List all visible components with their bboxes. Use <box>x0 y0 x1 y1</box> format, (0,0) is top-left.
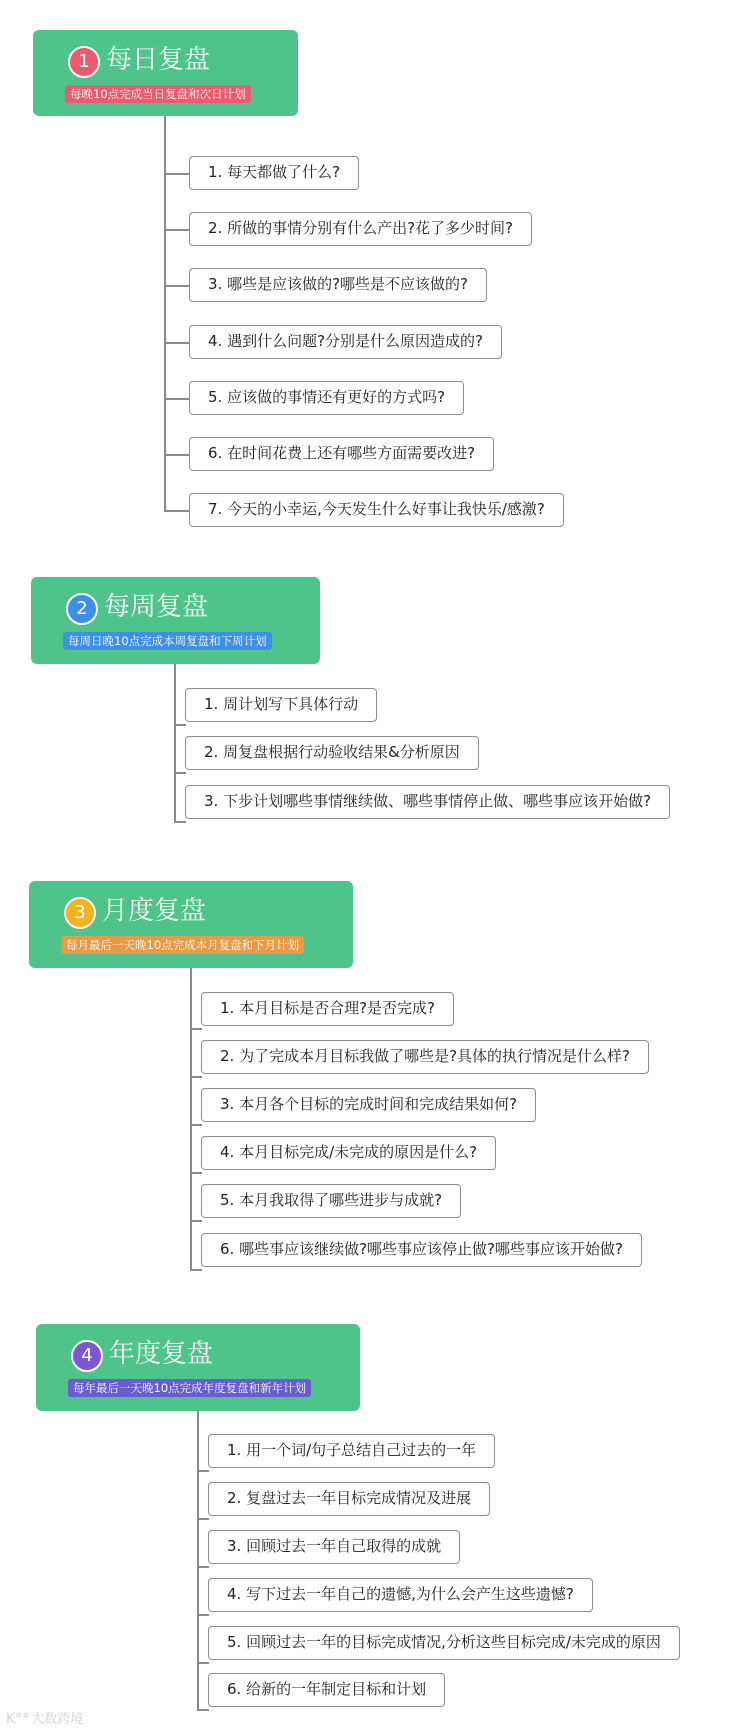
list-item: 2. 周复盘根据行动验收结果&分析原因 <box>185 736 479 770</box>
connector-branch <box>197 1709 209 1711</box>
connector-branch <box>197 1566 209 1568</box>
connector-branch <box>197 1470 209 1472</box>
watermark <box>6 1708 83 1727</box>
section-subtitle: 每晚10点完成当日复盘和次日计划 <box>65 85 251 103</box>
connector-branch <box>190 1269 202 1271</box>
connector-branch <box>190 1220 202 1222</box>
connector-branch <box>164 229 190 231</box>
section-title: 每周复盘 <box>104 592 209 622</box>
list-item: 1. 用一个词/句子总结自己过去的一年 <box>208 1434 495 1468</box>
section-header <box>33 30 298 116</box>
list-item: 2. 所做的事情分别有什么产出?花了多少时间? <box>189 212 532 246</box>
list-item: 6. 在时间花费上还有哪些方面需要改进? <box>189 437 494 471</box>
connector-branch <box>164 285 190 287</box>
watermark-text: 大数跨境 <box>31 1712 84 1727</box>
number-badge: 4 <box>71 1340 103 1372</box>
list-item: 2. 复盘过去一年目标完成情况及进展 <box>208 1482 490 1516</box>
connector-branch <box>164 173 190 175</box>
list-item: 1. 本月目标是否合理?是否完成? <box>201 992 454 1026</box>
list-item: 3. 本月各个目标的完成时间和完成结果如何? <box>201 1088 536 1122</box>
connector-branch <box>164 454 190 456</box>
watermark-logo-icon: K°° <box>6 1711 30 1727</box>
connector-branch <box>174 821 186 823</box>
list-item: 1. 周计划写下具体行动 <box>185 688 377 722</box>
list-item: 7. 今天的小幸运,今天发生什么好事让我快乐/感激? <box>189 493 564 527</box>
section-subtitle: 每月最后一天晚10点完成本月复盘和下月计划 <box>61 936 304 954</box>
connector-branch <box>164 510 190 512</box>
section-title: 年度复盘 <box>109 1339 214 1369</box>
section-title: 月度复盘 <box>102 896 207 926</box>
connector-trunk <box>190 968 192 1271</box>
section-subtitle: 每周日晚10点完成本周复盘和下周计划 <box>63 632 272 650</box>
list-item: 2. 为了完成本月目标我做了哪些是?具体的执行情况是什么样? <box>201 1040 649 1074</box>
number-badge: 1 <box>68 46 100 78</box>
connector-branch <box>197 1662 209 1664</box>
number-badge: 2 <box>66 593 98 625</box>
list-item: 4. 遇到什么问题?分别是什么原因造成的? <box>189 325 502 359</box>
connector-branch <box>197 1614 209 1616</box>
section-header <box>31 577 320 664</box>
connector-branch <box>174 724 186 726</box>
section-title: 每日复盘 <box>106 45 211 75</box>
connector-branch <box>164 398 190 400</box>
list-item: 4. 写下过去一年自己的遗憾,为什么会产生这些遗憾? <box>208 1578 593 1612</box>
connector-branch <box>190 1028 202 1030</box>
section-header <box>36 1324 360 1411</box>
list-item: 3. 下步计划哪些事情继续做、哪些事情停止做、哪些事应该开始做? <box>185 785 670 819</box>
connector-branch <box>190 1172 202 1174</box>
list-item: 3. 回顾过去一年自己取得的成就 <box>208 1530 460 1564</box>
connector-trunk <box>164 116 166 511</box>
list-item: 3. 哪些是应该做的?哪些是不应该做的? <box>189 268 487 302</box>
list-item: 5. 本月我取得了哪些进步与成就? <box>201 1184 461 1218</box>
list-item: 1. 每天都做了什么? <box>189 156 359 190</box>
connector-branch <box>197 1518 209 1520</box>
connector-branch <box>190 1076 202 1078</box>
connector-trunk <box>174 664 176 823</box>
list-item: 4. 本月目标完成/未完成的原因是什么? <box>201 1136 496 1170</box>
connector-branch <box>190 1124 202 1126</box>
list-item: 5. 回顾过去一年的目标完成情况,分析这些目标完成/未完成的原因 <box>208 1626 680 1660</box>
section-header <box>29 881 353 968</box>
connector-trunk <box>197 1411 199 1711</box>
connector-branch <box>164 342 190 344</box>
number-badge: 3 <box>64 897 96 929</box>
list-item: 6. 给新的一年制定目标和计划 <box>208 1673 445 1707</box>
list-item: 6. 哪些事应该继续做?哪些事应该停止做?哪些事应该开始做? <box>201 1233 642 1267</box>
section-subtitle: 每年最后一天晚10点完成年度复盘和新年计划 <box>68 1379 311 1397</box>
list-item: 5. 应该做的事情还有更好的方式吗? <box>189 381 464 415</box>
connector-branch <box>174 772 186 774</box>
